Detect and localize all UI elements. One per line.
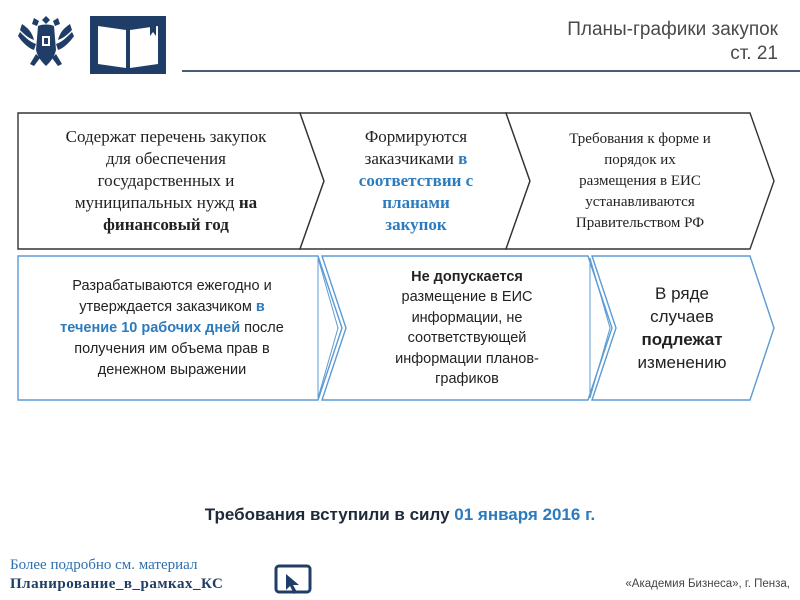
footer-credit: «Академия Бизнеса», г. Пенза, (625, 578, 790, 590)
text-bold: подлежат (641, 330, 723, 349)
text-line: получения им объема прав в (74, 340, 270, 357)
text-highlight: в (458, 149, 468, 168)
text-line: Требования к форме и (569, 130, 711, 147)
row2-box2-text (348, 262, 586, 394)
text-bold: финансовый год (103, 215, 229, 234)
text-line: информации планов- (395, 350, 539, 367)
note-date: 01 января 2016 г. (454, 505, 596, 524)
text-line: денежном выражении (97, 361, 247, 378)
row2-box3-text (614, 266, 750, 390)
article-number: ст. 21 (730, 43, 778, 64)
text-highlight: планами (382, 193, 450, 212)
text-line: Правительством РФ (575, 214, 705, 231)
effective-date-note (0, 505, 800, 525)
note-text: Требования вступили в силу (204, 505, 455, 524)
material-link[interactable]: Планирование_в_рамках_КС (10, 576, 224, 592)
text-line: информации, не (411, 309, 523, 326)
link-cursor-icon[interactable] (274, 564, 314, 598)
text-line: утверждается заказчиком (79, 298, 256, 315)
text-line: случаев (650, 307, 714, 326)
text-line: соответствующей (407, 330, 527, 346)
text-highlight: в (255, 298, 265, 315)
title-text: Планы-графики закупок (567, 19, 778, 40)
text-line: для обеспечения (106, 149, 226, 168)
row1-box1-text (28, 118, 304, 244)
text-line: изменению (637, 353, 727, 372)
text-line: графиков (435, 371, 499, 387)
text-line: В ряде (655, 284, 709, 303)
text-line: порядок их (604, 151, 676, 168)
text-bold: на (238, 193, 258, 212)
text-line: Формируются (364, 127, 468, 146)
row1-box3-text (532, 118, 748, 244)
text-bold: Не допускается (411, 268, 523, 285)
text-highlight: закупок (385, 215, 447, 234)
text-line: Разрабатываются ежегодно и (72, 277, 272, 294)
text-highlight: соответствии с (358, 171, 474, 190)
more-info-label: Более подробно см. материал (10, 557, 198, 573)
text-line: государственных и (97, 171, 235, 190)
footer-reference (10, 556, 223, 594)
text-line: размещение в ЕИС (401, 289, 533, 305)
text-line: после (240, 319, 284, 336)
text-line: заказчиками (364, 149, 459, 168)
text-line: размещения в ЕИС (579, 172, 701, 189)
row1-box2-text (326, 118, 506, 244)
text-line: Содержат перечень закупок (65, 127, 267, 146)
row2-box1-text (22, 266, 322, 390)
text-line: муниципальных нужд (74, 193, 239, 212)
text-line: устанавливаются (585, 193, 695, 210)
text-highlight: течение 10 рабочих дней (60, 319, 241, 336)
